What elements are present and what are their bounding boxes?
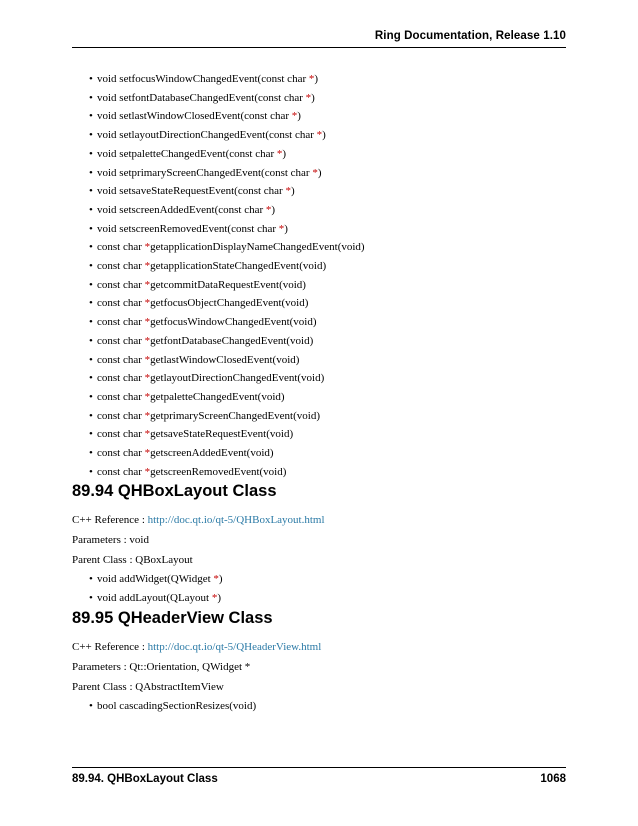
list-item-text: void addLayout(QLayout [97, 592, 212, 605]
method-list [72, 70, 566, 481]
bullet-icon: • [89, 592, 93, 605]
list-item-text: const char [97, 353, 145, 366]
list-item-text: const char [97, 447, 145, 460]
pointer-asterisk: * [144, 447, 151, 460]
cpp-reference-link[interactable]: http://doc.qt.io/qt-5/QHBoxLayout.html [147, 514, 325, 527]
list-item-text: getscreenAddedEvent(void) [150, 447, 274, 460]
list-item-text: getsaveStateRequestEvent(void) [150, 428, 294, 441]
bullet-icon: • [89, 465, 93, 478]
list-item-text: void setscreenAddedEvent(const char [97, 203, 266, 216]
method-list [72, 697, 566, 716]
cpp-reference-label: C++ Reference : [72, 514, 148, 527]
section-heading-qheaderview: 89.95 QHeaderView Class [72, 608, 273, 627]
cpp-reference [72, 637, 566, 657]
list-item-text: getpaletteChangedEvent(void) [150, 390, 285, 403]
list-item [72, 107, 566, 126]
pointer-asterisk: * [144, 428, 151, 441]
list-item-text: getapplicationDisplayNameChangedEvent(void) [150, 241, 365, 254]
list-item-text: getfontDatabaseChangedEvent(void) [150, 334, 314, 347]
list-item-text: ) [311, 91, 315, 104]
pointer-asterisk: * [144, 316, 151, 329]
pointer-asterisk: * [213, 573, 219, 586]
list-item-text: void setscreenRemovedEvent(const char [97, 222, 279, 235]
list-item [72, 70, 566, 89]
bullet-icon: • [89, 260, 93, 273]
page-content [72, 70, 566, 716]
footer-rule [72, 767, 566, 768]
pointer-asterisk: * [144, 297, 151, 310]
bullet-icon: • [89, 316, 93, 329]
bullet-icon: • [89, 241, 93, 254]
pointer-asterisk: * [276, 147, 283, 160]
pointer-asterisk: * [144, 390, 151, 403]
list-item-text: const char [97, 409, 145, 422]
pointer-asterisk: * [312, 166, 318, 179]
list-item [72, 351, 566, 370]
parent-class-text: Parent Class : QAbstractItemView [72, 680, 224, 693]
footer-section-title: 89.94. QHBoxLayout Class [72, 773, 218, 785]
list-item [72, 294, 566, 313]
page-number: 1068 [540, 773, 566, 785]
list-item-text: const char [97, 297, 145, 310]
list-item-text: ) [290, 185, 295, 198]
pointer-asterisk: * [144, 353, 151, 366]
list-item [72, 313, 566, 332]
list-item-text: ) [271, 203, 276, 216]
list-item-text: getapplicationStateChangedEvent(void) [150, 260, 327, 273]
pointer-asterisk: * [265, 203, 272, 216]
bullet-icon: • [89, 297, 93, 310]
list-item [72, 589, 566, 608]
list-item [72, 257, 566, 276]
running-header: Ring Documentation, Release 1.10 [374, 30, 566, 42]
list-item-text: getcommitDataRequestEvent(void) [150, 278, 306, 291]
bullet-icon: • [89, 699, 93, 712]
list-item [72, 276, 566, 295]
list-item-text: void addWidget(QWidget [97, 573, 214, 586]
parameters-text: Parameters : void [72, 534, 149, 547]
pointer-asterisk: * [285, 185, 291, 198]
list-item [72, 369, 566, 388]
pointer-asterisk: * [144, 465, 151, 478]
pointer-asterisk: * [144, 409, 151, 422]
list-item-text: getlastWindowClosedEvent(void) [150, 353, 300, 366]
list-item-text: const char [97, 372, 145, 385]
list-item-text: const char [97, 278, 145, 291]
header-rule [72, 47, 566, 48]
bullet-icon: • [89, 73, 93, 85]
list-item [72, 407, 566, 426]
bullet-icon: • [89, 278, 93, 291]
method-list [72, 570, 566, 607]
list-item-text: ) [297, 110, 301, 123]
list-item-text: getfocusWindowChangedEvent(void) [150, 316, 317, 329]
bullet-icon: • [89, 129, 93, 142]
list-item-text: getscreenRemovedEvent(void) [150, 465, 287, 478]
bullet-icon: • [89, 222, 93, 235]
list-item-text: const char [97, 390, 145, 403]
bullet-icon: • [89, 409, 93, 422]
list-item [72, 697, 566, 716]
bullet-icon: • [89, 353, 93, 366]
cpp-reference [72, 510, 566, 530]
list-item-text: ) [282, 147, 287, 160]
list-item [72, 388, 566, 407]
list-item-text: const char [97, 465, 145, 478]
bullet-icon: • [89, 166, 93, 179]
bullet-icon: • [89, 203, 93, 216]
bullet-icon: • [89, 372, 93, 385]
bullet-icon: • [89, 390, 93, 403]
list-item [72, 425, 566, 444]
list-item [72, 463, 566, 482]
list-item [72, 89, 566, 108]
list-item-text: ) [284, 222, 288, 235]
bullet-icon: • [89, 428, 93, 441]
list-item-text: getfocusObjectChangedEvent(void) [150, 297, 309, 310]
parameters-text: Parameters : Qt::Orientation, QWidget * [72, 660, 251, 673]
list-item-text: void setsaveStateRequestEvent(const char [97, 185, 286, 198]
list-item [72, 444, 566, 463]
list-item [72, 182, 566, 201]
pointer-asterisk: * [144, 334, 151, 347]
list-item-text: ) [217, 592, 222, 605]
list-item [72, 126, 566, 145]
pointer-asterisk: * [144, 278, 151, 291]
list-item [72, 201, 566, 220]
pointer-asterisk: * [291, 110, 298, 123]
parent-class-text: Parent Class : QBoxLayout [72, 554, 193, 567]
list-item [72, 238, 566, 257]
list-item [72, 220, 566, 239]
bullet-icon: • [89, 334, 93, 347]
list-item-text: ) [317, 166, 322, 179]
list-item-text: const char [97, 334, 145, 347]
list-item-text: getprimaryScreenChangedEvent(void) [150, 409, 320, 422]
list-item-text: void setfocusWindowChangedEvent(const char [97, 73, 309, 85]
list-item-text: const char [97, 428, 145, 441]
list-item-text: void setpaletteChangedEvent(const char [97, 147, 277, 160]
bullet-icon: • [89, 91, 93, 104]
list-item-text: const char [97, 316, 145, 329]
pointer-asterisk: * [144, 241, 151, 254]
pointer-asterisk: * [211, 592, 218, 605]
list-item-text: const char [97, 241, 145, 254]
list-item [72, 145, 566, 164]
pointer-asterisk: * [278, 222, 285, 235]
pointer-asterisk: * [144, 260, 151, 273]
list-item-text: void setprimaryScreenChangedEvent(const char [97, 166, 313, 179]
list-item [72, 164, 566, 183]
list-item-text: ) [322, 129, 326, 142]
pointer-asterisk: * [308, 73, 315, 85]
bullet-icon: • [89, 185, 93, 198]
bullet-icon: • [89, 110, 93, 123]
list-item-text: bool cascadingSectionResizes(void) [97, 699, 257, 712]
cpp-reference-label: C++ Reference : [72, 640, 148, 653]
bullet-icon: • [89, 447, 93, 460]
pointer-asterisk: * [316, 129, 323, 142]
pointer-asterisk: * [144, 372, 151, 385]
list-item-text: void setlastWindowClosedEvent(const char [97, 110, 292, 123]
list-item [72, 570, 566, 589]
section-heading-qhboxlayout: 89.94 QHBoxLayout Class [72, 482, 277, 501]
list-item-text: void setlayoutDirectionChangedEvent(const char [97, 129, 317, 142]
list-item [72, 332, 566, 351]
cpp-reference-link[interactable]: http://doc.qt.io/qt-5/QHeaderView.html [147, 640, 322, 653]
bullet-icon: • [89, 147, 93, 160]
list-item-text: const char [97, 260, 145, 273]
list-item-text: void setfontDatabaseChangedEvent(const char [97, 91, 306, 104]
bullet-icon: • [89, 573, 93, 586]
list-item-text: ) [314, 73, 319, 85]
list-item-text: ) [218, 573, 223, 586]
list-item-text: getlayoutDirectionChangedEvent(void) [150, 372, 325, 385]
pointer-asterisk: * [305, 91, 312, 104]
